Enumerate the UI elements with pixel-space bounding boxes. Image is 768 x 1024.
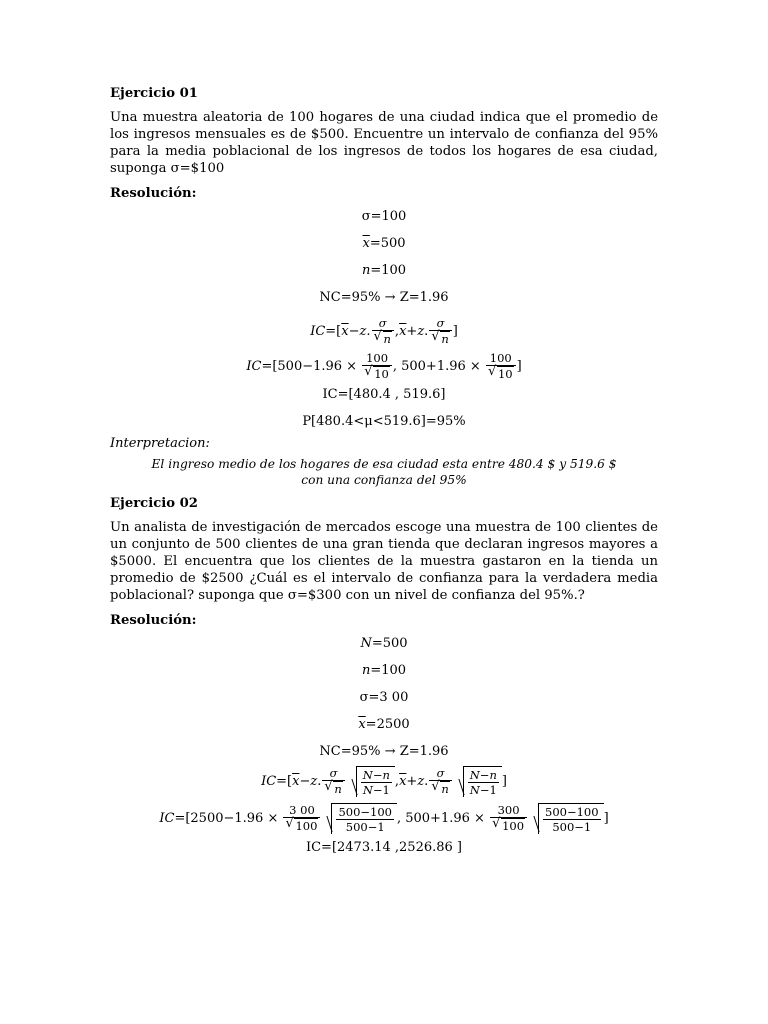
ex2-sigma: σ=3 00 — [359, 690, 409, 705]
ex2-ic-result: IC=[2473.14 ,2526.86 ] — [305, 840, 463, 855]
exercise-2-statement: Un analista de investigación de mercados escoge una muestra de 100 clientes de un conjunto de 500 clientes de una gran tienda que declaran ingresos mayores a $5000. El encuentra que los clientes de la muestra gastaron en la tienda un promedio de $2500 ¿Cuál es el intervalo de confianza para la verdadera media poblacional? suponga que σ=$300 con un nivel de confianza del 95%.? — [110, 520, 658, 603]
ex1-nc: NC=95% → Z=1.96 — [319, 290, 449, 305]
exercise-2-title: Ejercicio 02 — [110, 496, 198, 511]
ex2-N: N=500 — [360, 636, 408, 651]
ex2-n: n=100 — [361, 663, 407, 678]
ex1-n: n=100 — [361, 263, 407, 278]
exercise-1-title: Ejercicio 01 — [110, 86, 198, 101]
ex2-ic-formula: $IC=[\overline{x}-z$. σ √ n $\frac{N-n}{N-1}$ $,\overline{x}+z$. σ √ n $\frac{N-n}{N-1}$ ] — [110, 766, 658, 797]
ex1-interpretation-label: Interpretacion: — [110, 436, 210, 451]
ex2-xbar: $\overline{x}=2500$ — [358, 717, 410, 732]
ex1-ic-formula: $IC=[\overline{x}-z$. σ √ n $,\overline{x}+z$. σ √ n ] — [110, 317, 658, 346]
ex1-ic-result: IC=[480.4 , 519.6] — [322, 387, 446, 402]
exercise-1-statement: Una muestra aleatoria de 100 hogares de una ciudad indica que el promedio de los ingresos mensuales es de $500. Encuentre un intervalo de confianza del 95% para la media poblacional de los ingresos de todos los hogares de esa ciudad, suponga σ=$100 — [110, 110, 658, 176]
ex1-sigma: σ=100 — [361, 209, 407, 224]
ex2-ic-substituted: IC=[2500−1.96 × 3 00 √ 100 $\frac{500-100}{500-1}$ , 500+1.96 × 300 √ 100 $\frac{500-100}{500-1}$ ] — [110, 803, 658, 834]
document-page — [110, 86, 658, 856]
ex1-probability: P[480.4<μ<519.6]=95% — [302, 414, 466, 429]
exercise-2-resolution-label: Resolución: — [110, 613, 197, 628]
ex1-xbar: $\overline{x}=500$ — [362, 236, 406, 251]
ex1-ic-substituted: IC=[500−1.96 × 100 √ 10 , 500+1.96 × 100 √ 10 ] — [110, 352, 658, 381]
ex2-nc: NC=95% → Z=1.96 — [319, 744, 449, 759]
ex1-interpretation: El ingreso medio de los hogares de esa ciudad esta entre 480.4 $ y 519.6 $ con una confianza del 95% — [151, 457, 617, 487]
exercise-1-resolution-label: Resolución: — [110, 186, 197, 201]
